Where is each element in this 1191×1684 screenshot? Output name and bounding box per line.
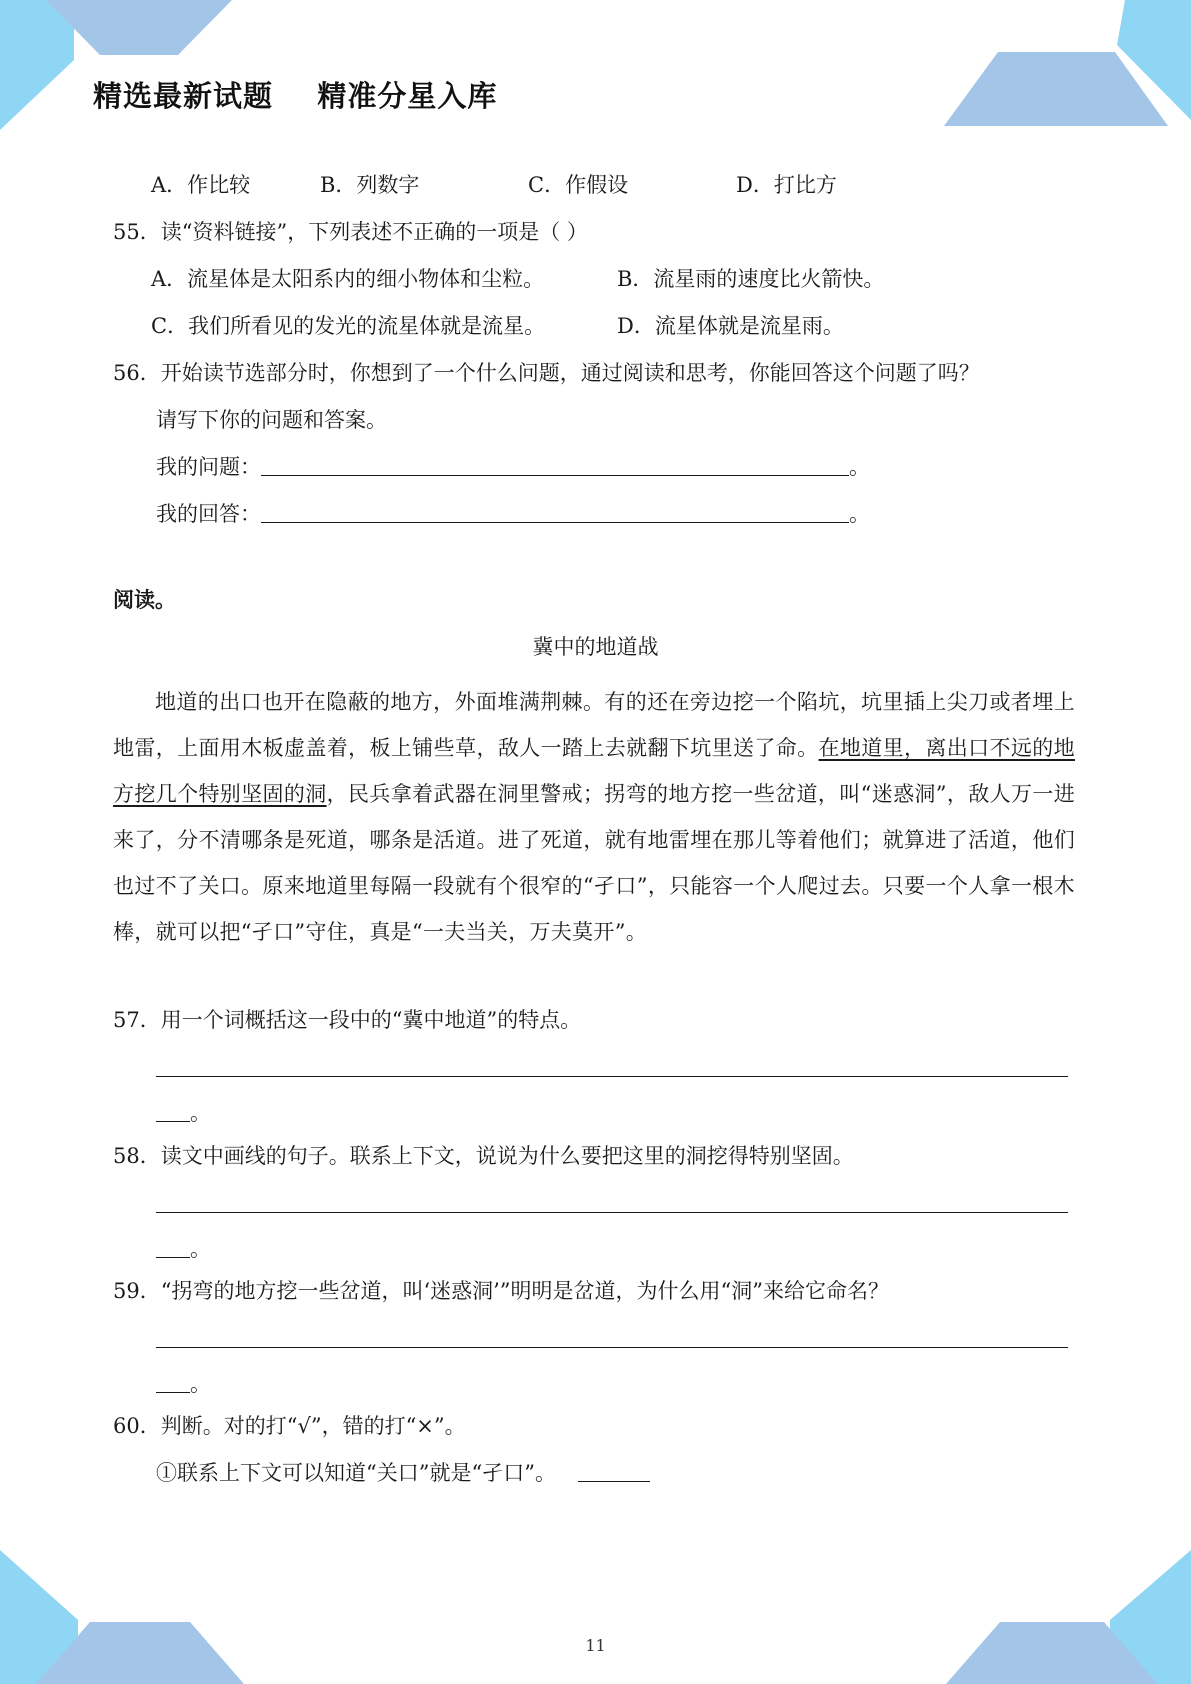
passage-part1: 地道的出口也开在隐蔽的地方，外面堆满荆棘。有的还在旁边挖一个陷坑，坑里插上尖刀或者埋上地雷，上面用木板虚盖着，板上铺些草，敌人一踏上去就翻下坑里送了命。 xyxy=(113,690,1075,760)
reading-heading: 阅读。 xyxy=(113,588,176,612)
q56-question-row xyxy=(156,452,870,482)
q54-option-d: D．打比方 xyxy=(736,173,837,197)
q56-question-end: 。 xyxy=(849,455,870,479)
q58-end-mark: 。 xyxy=(190,1237,211,1261)
q55-option-a: A．流星体是太阳系内的细小物体和尘粒。 xyxy=(151,267,545,291)
q56-answer-blank[interactable] xyxy=(261,500,849,523)
q59-answer-tail xyxy=(156,1369,211,1399)
q59-answer-tail-blank[interactable] xyxy=(156,1372,190,1393)
q55-option-b: B．流星雨的速度比火箭快。 xyxy=(617,267,885,291)
q58-stem: 58．读文中画线的句子。联系上下文，说说为什么要把这里的洞挖得特别坚固。 xyxy=(113,1144,854,1168)
q57-end-mark: 。 xyxy=(190,1101,211,1125)
q60-item1: ①联系上下文可以知道“关口”就是“孑口”。 xyxy=(156,1461,556,1485)
q56-answer-row xyxy=(156,499,870,529)
passage-body xyxy=(113,679,1075,955)
q58-answer-tail-blank[interactable] xyxy=(156,1237,190,1258)
q58-answer-tail xyxy=(156,1234,211,1264)
top-left-trapezoid xyxy=(46,0,232,55)
q58-answer-line[interactable] xyxy=(156,1212,1068,1213)
q54-option-c: C．作假设 xyxy=(528,173,629,197)
q56-stem-line2: 请写下你的问题和答案。 xyxy=(156,408,387,432)
q54-option-a: A．作比较 xyxy=(151,173,251,197)
top-right-light-triangle xyxy=(1117,0,1191,120)
q55-stem: 55．读“资料链接”，下列表述不正确的一项是（ ） xyxy=(113,220,588,244)
q55-option-d: D．流星体就是流星雨。 xyxy=(617,314,844,338)
q57-answer-tail-blank[interactable] xyxy=(156,1101,190,1122)
q57-answer-tail xyxy=(156,1098,211,1128)
q60-stem: 60．判断。对的打“√”，错的打“×”。 xyxy=(113,1414,466,1438)
q56-question-label: 我的问题： xyxy=(156,455,261,479)
bottom-right-light-triangle xyxy=(1110,1550,1191,1684)
page-number: 11 xyxy=(585,1636,606,1655)
q59-end-mark: 。 xyxy=(190,1372,211,1396)
header-title: 精选最新试题 精准分星入库 xyxy=(93,79,498,113)
q59-answer-line[interactable] xyxy=(156,1347,1068,1348)
q56-question-blank[interactable] xyxy=(261,453,849,476)
bottom-left-light-triangle xyxy=(0,1550,78,1684)
q56-answer-label: 我的回答： xyxy=(156,502,261,526)
passage-underlined-sentence: 在地道里，离出口不远的地方挖几个特别坚固的洞 xyxy=(113,736,1075,806)
q54-option-b: B．列数字 xyxy=(320,173,420,197)
q60-item1-row xyxy=(156,1458,650,1488)
q56-stem: 56．开始读节选部分时，你想到了一个什么问题，通过阅读和思考，你能回答这个问题了吗？ xyxy=(113,361,980,385)
q57-answer-line[interactable] xyxy=(156,1076,1068,1077)
q57-stem: 57．用一个词概括这一段中的“冀中地道”的特点。 xyxy=(113,1008,582,1032)
passage-part2: ，民兵拿着武器在洞里警戒；拐弯的地方挖一些岔道，叫“迷惑洞”，敌人万一进来了，分不清哪条是死道，哪条是活道。进了死道，就有地雷埋在那儿等着他们；就算进了活道，他们也过不了关口。原来地道里每隔一段就有个很窄的“孑口”，只能容一个人爬过去。只要一个人拿一根木棒，就可以把“孑口”守住，真是“一夫当关，万夫莫开”。 xyxy=(113,782,1075,944)
passage-title: 冀中的地道战 xyxy=(532,635,659,659)
q56-answer-end: 。 xyxy=(849,502,870,526)
q55-option-c: C．我们所看见的发光的流星体就是流星。 xyxy=(151,314,546,338)
q60-item1-blank[interactable] xyxy=(578,1459,650,1482)
q59-stem: 59．“拐弯的地方挖一些岔道，叫‘迷惑洞’”明明是岔道，为什么用“洞”来给它命名？ xyxy=(113,1279,890,1303)
top-right-trapezoid xyxy=(944,52,1168,126)
top-left-light-triangle xyxy=(0,0,74,130)
